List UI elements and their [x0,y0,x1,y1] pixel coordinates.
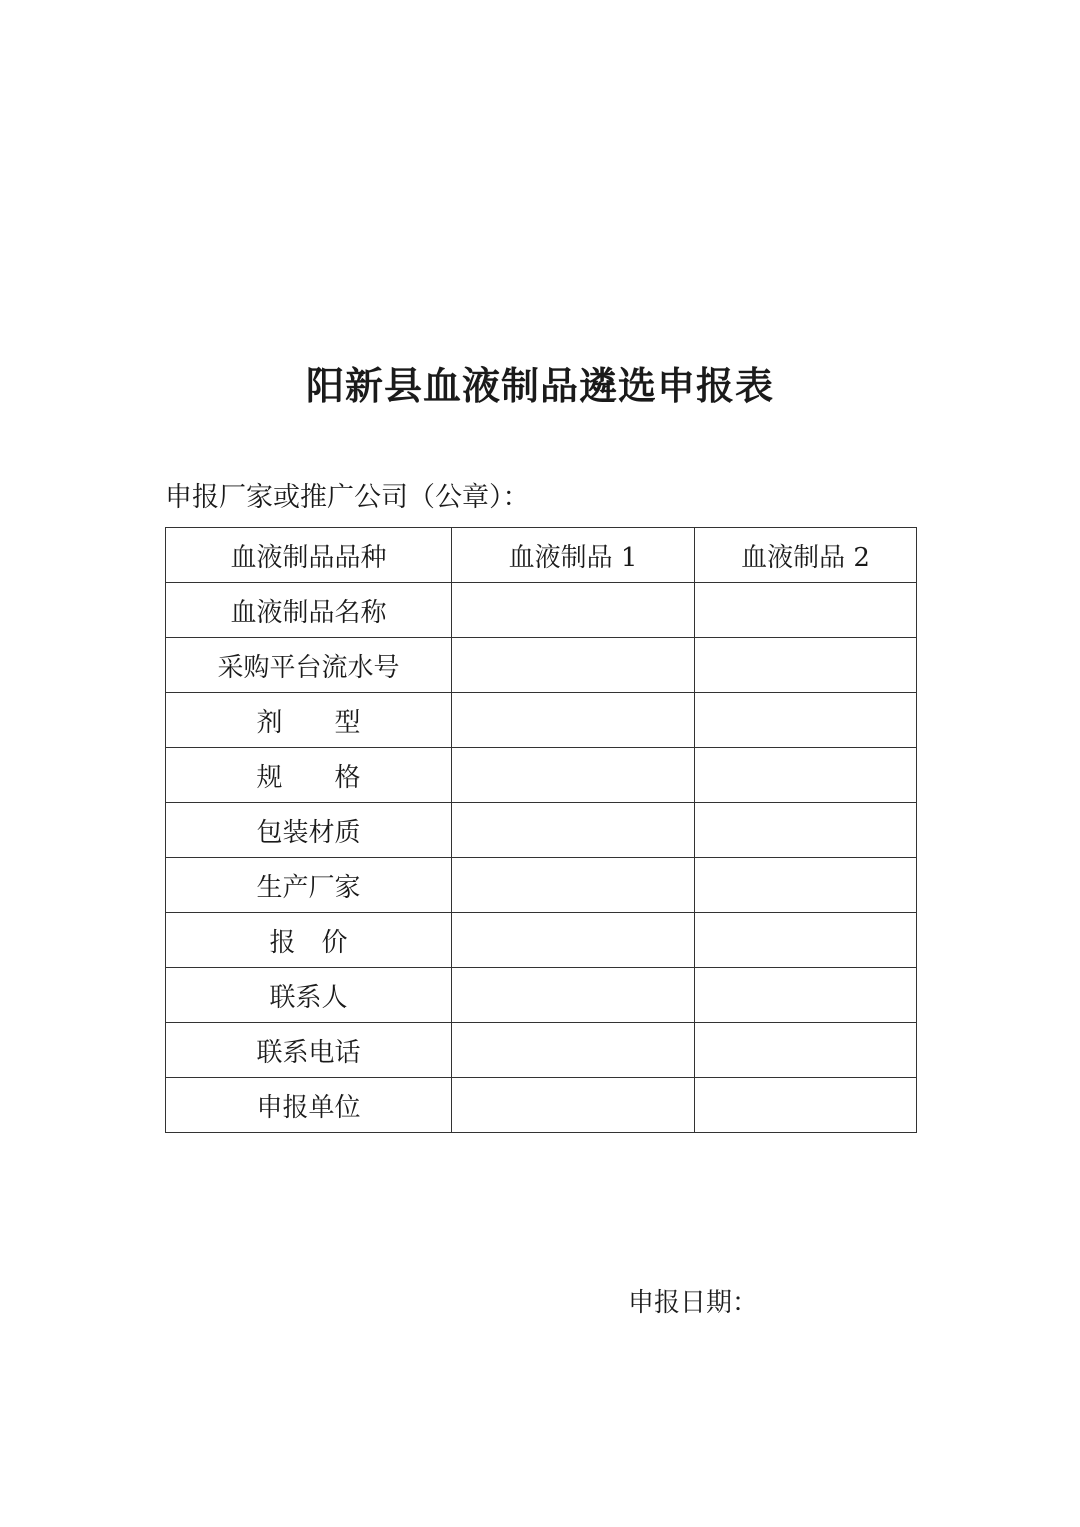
table-row [166,693,917,748]
cell-product-2[interactable] [695,693,917,748]
cell-product-2[interactable] [695,583,917,638]
header-category: 血液制品品种 [166,528,452,583]
table-row [166,968,917,1023]
cell-product-1[interactable] [452,583,695,638]
cell-product-1[interactable] [452,1023,695,1078]
cell-product-2[interactable] [695,1023,917,1078]
table-row [166,858,917,913]
table-row [166,1078,917,1133]
row-label-serial-number: 采购平台流水号 [166,638,452,693]
header-product-1: 血液制品 1 [452,528,695,583]
table-row [166,803,917,858]
cell-product-1[interactable] [452,803,695,858]
row-label-product-name: 血液制品名称 [166,583,452,638]
cell-product-2[interactable] [695,968,917,1023]
cell-product-1[interactable] [452,913,695,968]
cell-product-2[interactable] [695,748,917,803]
table-row [166,748,917,803]
application-form-table [165,527,917,1133]
cell-product-2[interactable] [695,858,917,913]
cell-product-2[interactable] [695,1078,917,1133]
row-label-applicant-unit: 申报单位 [166,1078,452,1133]
cell-product-1[interactable] [452,858,695,913]
cell-product-1[interactable] [452,748,695,803]
cell-product-1[interactable] [452,968,695,1023]
application-date-label: 申报日期： [628,1288,759,1318]
cell-product-1[interactable] [452,638,695,693]
row-label-manufacturer: 生产厂家 [166,858,452,913]
row-label-quote: 报 价 [166,913,452,968]
row-label-contact-phone: 联系电话 [166,1023,452,1078]
table-header-row [166,528,917,583]
cell-product-2[interactable] [695,638,917,693]
row-label-dosage-form: 剂 型 [166,693,452,748]
table-row [166,1023,917,1078]
document-title: 阳新县血液制品遴选申报表 [305,364,774,408]
cell-product-1[interactable] [452,693,695,748]
table-row [166,638,917,693]
row-label-contact-person: 联系人 [166,968,452,1023]
cell-product-2[interactable] [695,913,917,968]
cell-product-1[interactable] [452,1078,695,1133]
header-product-2: 血液制品 2 [695,528,917,583]
cell-product-2[interactable] [695,803,917,858]
applicant-label: 申报厂家或推广公司（公章）： [165,482,530,513]
row-label-packaging: 包装材质 [166,803,452,858]
table-row [166,913,917,968]
row-label-specification: 规 格 [166,748,452,803]
table-row [166,583,917,638]
